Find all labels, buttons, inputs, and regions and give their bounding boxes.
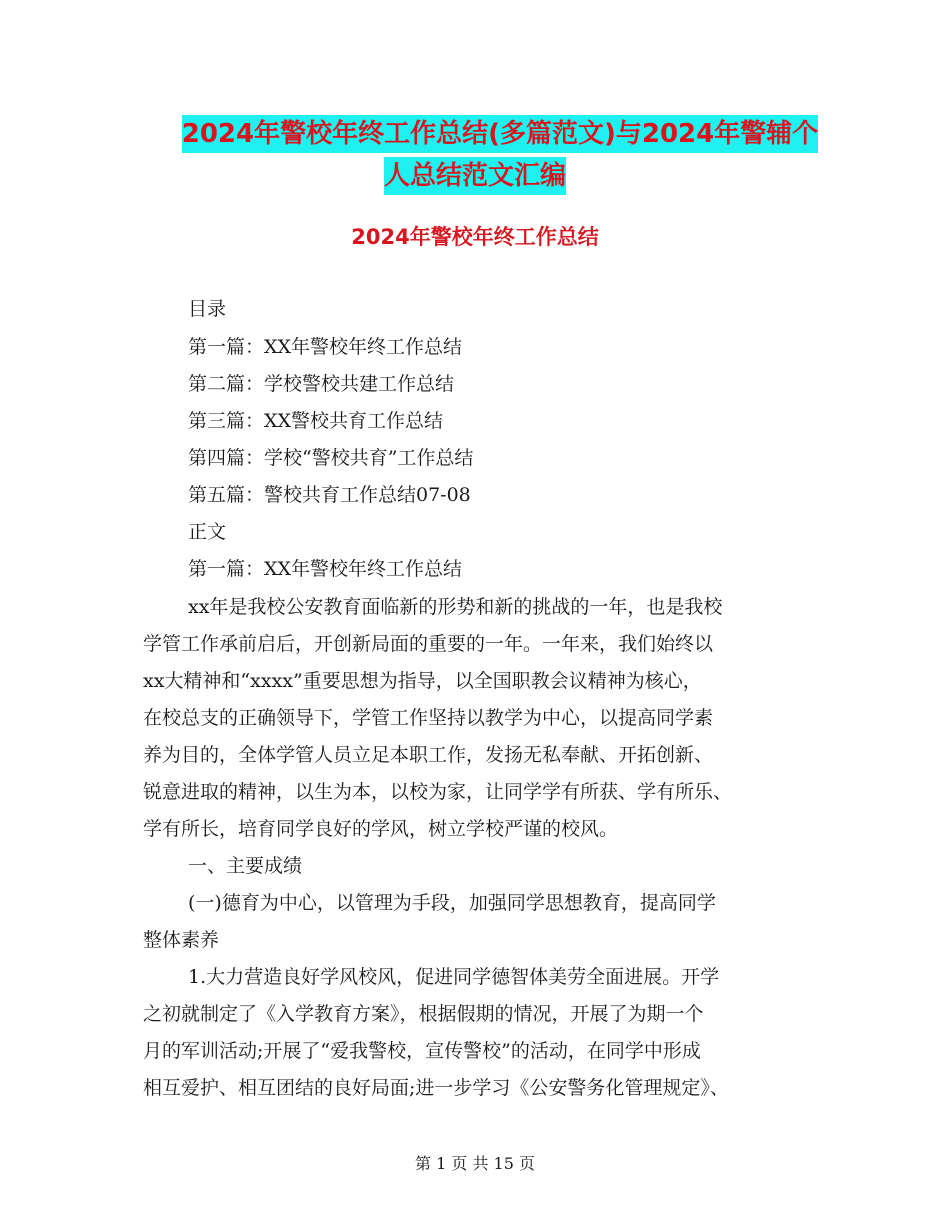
paragraph-line: 在校总支的正确领导下，学管工作坚持以教学为中心，以提高同学素 — [143, 707, 714, 729]
subheading-line: (一)德育为中心，以管理为手段，加强同学思想教育，提高同学 — [188, 892, 716, 914]
paragraph-line: 相互爱护、相互团结的良好局面;进一步学习《公安警务化管理规定》、 — [143, 1077, 729, 1099]
title-highlight: 人总结范文汇编 — [384, 157, 566, 195]
toc-item: 第二篇：学校警校共建工作总结 — [188, 373, 455, 395]
toc-item: 第四篇：学校“警校共育”工作总结 — [188, 447, 474, 469]
paragraph-line: xx年是我校公安教育面临新的形势和新的挑战的一年，也是我校 — [188, 596, 723, 618]
paragraph-line: 养为目的，全体学管人员立足本职工作，发扬无私奉献、开拓创新、 — [143, 744, 714, 766]
toc-item: 第五篇：警校共育工作总结07-08 — [188, 484, 471, 506]
paragraph-line: 之初就制定了《入学教育方案》，根据假期的情况，开展了为期一个 — [143, 1003, 704, 1025]
body-label: 正文 — [188, 521, 227, 543]
document-title-line-2 — [0, 152, 950, 200]
toc-item: 第一篇：XX年警校年终工作总结 — [188, 336, 463, 358]
paragraph-line: 月的军训活动;开展了“爱我警校，宣传警校”的活动，在同学中形成 — [143, 1040, 701, 1062]
toc-label: 目录 — [188, 298, 227, 320]
paragraph-line: 学管工作承前启后，开创新局面的重要的一年。一年来，我们始终以 — [143, 633, 714, 655]
paragraph-line: 锐意进取的精神，以生为本，以校为家，让同学学有所获、学有所乐、 — [143, 781, 733, 803]
paragraph-line: 1.大力营造良好学风校风，促进同学德智体美劳全面进展。开学 — [188, 966, 720, 988]
heading-main-results: 一、主要成绩 — [188, 855, 303, 877]
chapter-heading: 第一篇：XX年警校年终工作总结 — [188, 558, 463, 580]
paragraph-line: xx大精神和“xxxx”重要思想为指导，以全国职教会议精神为核心， — [143, 670, 702, 692]
page-number-footer: 第 1 页 共 15 页 — [415, 1154, 535, 1173]
document-title-line-1 — [25, 110, 950, 158]
title-highlight: 2024年警校年终工作总结(多篇范文)与2024年警辅个 — [182, 115, 819, 153]
paragraph-line: 学有所长，培育同学良好的学风，树立学校严谨的校风。 — [143, 818, 619, 840]
subheading-line: 整体素养 — [143, 929, 220, 951]
section-title: 2024年警校年终工作总结 — [351, 225, 599, 249]
toc-item: 第三篇：XX警校共育工作总结 — [188, 410, 444, 432]
